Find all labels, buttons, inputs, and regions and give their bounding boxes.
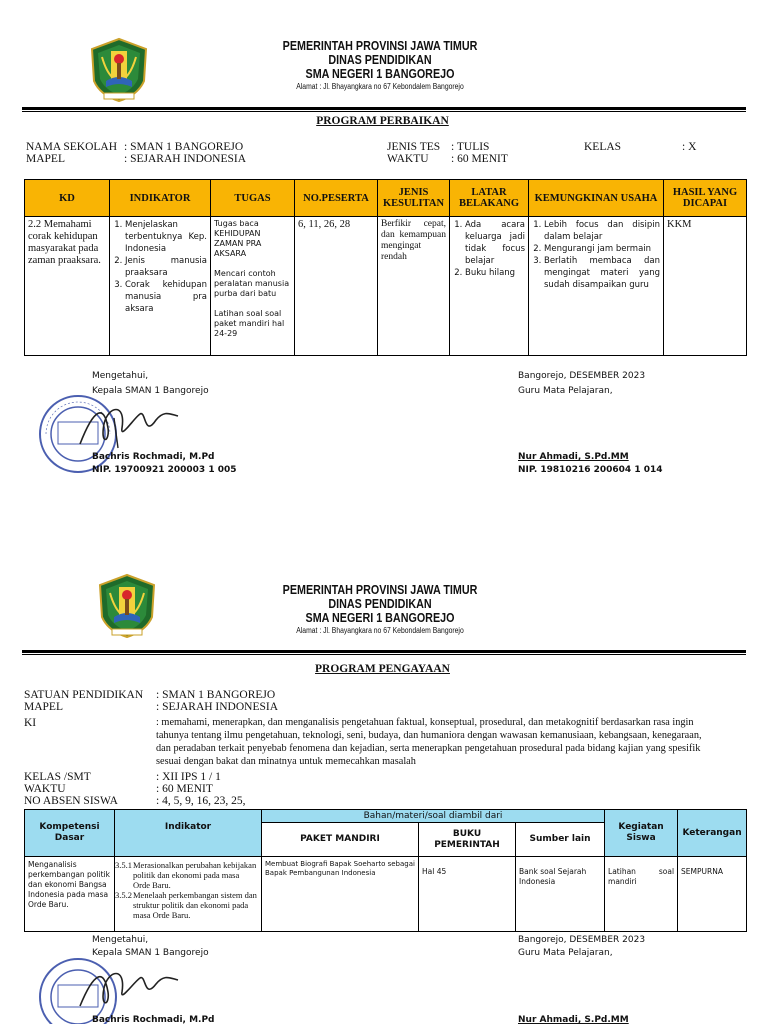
indikator-number: 3.5.2 <box>115 890 132 900</box>
list-item: 1. Menjelaskan terbentuknya Kep. Indonesia <box>125 219 207 255</box>
waktu-value: : 60 MENIT <box>156 783 213 795</box>
sign-right-2: Guru Mata Pelajaran, <box>518 386 613 396</box>
col-kemungkinan-usaha: KEMUNGKINAN USAHA <box>529 180 664 217</box>
sign-left-2: Kepala SMAN 1 Bangorejo <box>92 386 209 396</box>
cell-kegiatan: Latihan soal mandiri <box>605 857 678 932</box>
cell-paket-mandiri: Membuat Biografi Bapak Soeharto sebagai Bapak Pembangunan Indonesia <box>262 857 419 932</box>
col-paket-mandiri: PAKET MANDIRI <box>262 823 419 857</box>
cell-tugas <box>211 217 295 356</box>
ki-line-2: tahunya tentang ilmu pengetahuan, teknologi, seni, budaya, dan humaniora dengan wawasan kemanusiaan, kebangsaan, kenegaraan, <box>156 730 702 741</box>
col-indikator: Indikator <box>115 810 262 857</box>
ki-line-3: dan peradaban terkait penyebab fenomena dan kejadian, serta menerapkan pengetahuan prosedural pada bidang kajian yang spesifik <box>156 743 701 754</box>
kelas-value: : X <box>682 141 697 153</box>
jenis-tes-label: JENIS TES <box>387 141 441 153</box>
table-row <box>25 217 747 356</box>
table-row <box>25 857 747 932</box>
letterhead-address: Alamat : Jl. Bhayangkara no 67 Kebondalem Bangorejo <box>296 82 464 91</box>
indikator-item <box>115 860 258 890</box>
sign-right-name: Nur Ahmadi, S.Pd.MM <box>518 452 629 462</box>
table-header-row <box>25 180 747 217</box>
cell-hasil: KKM <box>664 217 747 356</box>
cell-indikator <box>110 217 211 356</box>
cell-keterangan: SEMPURNA <box>678 857 747 932</box>
list-item: 3. Berlatih membaca dan mengingat materi yang sudah disampaikan guru <box>544 255 660 291</box>
col-sumber-lain: Sumber lain <box>516 823 605 857</box>
col-kd: KD <box>25 180 110 217</box>
kelas-value: : XII IPS 1 / 1 <box>156 771 221 783</box>
letterhead-rule-thin <box>22 654 746 655</box>
sign-left-1: Mengetahui, <box>92 935 149 945</box>
pengayaan-table <box>24 809 747 932</box>
mapel-label: MAPEL <box>24 701 63 713</box>
jawa-timur-emblem <box>88 37 150 103</box>
cell-sumber-lain: Bank soal Sejarah Indonesia <box>516 857 605 932</box>
sign-left-name: Bachris Rochmadi, M.Pd <box>92 1015 215 1025</box>
list-item: 1. Lebih focus dan disipin dalam belajar <box>544 219 660 243</box>
cell-kemungkinan-usaha <box>529 217 664 356</box>
waktu-label: WAKTU <box>387 153 429 165</box>
sign-right-2: Guru Mata Pelajaran, <box>518 948 613 958</box>
mapel-label: MAPEL <box>26 153 65 165</box>
col-indikator: INDIKATOR <box>110 180 211 217</box>
sign-right-1: Bangorejo, DESEMBER 2023 <box>518 371 646 381</box>
sign-left-name: Bachris Rochmadi, M.Pd <box>92 452 215 462</box>
jawa-timur-emblem-2 <box>96 573 158 639</box>
sign-right-1: Bangorejo, DESEMBER 2023 <box>518 935 646 945</box>
table-header-row <box>25 810 747 823</box>
list-item: 1. Ada acara keluarga jadi tidak focus belajar <box>465 219 525 267</box>
nama-sekolah-label: NAMA SEKOLAH <box>26 141 118 153</box>
kelas-label: KELAS <box>584 141 622 153</box>
letterhead-line-1: PEMERINTAH PROVINSI JAWA TIMUR <box>282 583 478 597</box>
list-item: 3. Corak kehidupan manusia pra aksara <box>125 279 207 315</box>
signature-icon <box>74 962 184 1012</box>
list-item: 2. Mengurangi jam bermain <box>544 243 660 255</box>
letterhead-line-3: SMA NEGERI 1 BANGOREJO <box>305 67 455 81</box>
col-latar-belakang: LATAR BELAKANG <box>450 180 529 217</box>
sign-left-nip: NIP. 19700921 200003 1 005 <box>92 465 237 475</box>
col-hasil: HASIL YANG DICAPAI <box>664 180 747 217</box>
mapel-value: : SEJARAH INDONESIA <box>156 701 279 713</box>
tugas-1: Tugas baca KEHIDUPAN ZAMAN PRA AKSARA <box>214 219 262 258</box>
letterhead-line-1: PEMERINTAH PROVINSI JAWA TIMUR <box>282 39 478 53</box>
col-keterangan: Keterangan <box>678 810 747 857</box>
letterhead-line-2: DINAS PENDIDIKAN <box>328 597 432 611</box>
ki-line-1: : memahami, menerapkan, dan menganalisis pengetahuan faktual, konseptual, prosedural, dan metakognitif berdasarkan rasa ingin <box>156 717 694 728</box>
list-item: 2. Jenis manusia praaksara <box>125 255 207 279</box>
page-title-perbaikan: PROGRAM PERBAIKAN <box>316 115 449 127</box>
indikator-number: 3.5.1 <box>115 860 132 870</box>
page-title-pengayaan: PROGRAM PENGAYAAN <box>315 663 450 675</box>
col-no-peserta: NO.PESERTA <box>295 180 378 217</box>
sign-left-1: Mengetahui, <box>92 371 149 381</box>
signature-icon <box>74 398 184 454</box>
letterhead-rule <box>22 650 746 653</box>
indikator-item <box>115 890 258 920</box>
kelas-label: KELAS /SMT <box>24 771 91 783</box>
waktu-value: : 60 MENIT <box>451 153 508 165</box>
perbaikan-table <box>24 179 747 356</box>
col-jenis-kesulitan: JENIS KESULITAN <box>378 180 450 217</box>
col-bahan: Bahan/materi/soal diambil dari <box>262 810 605 823</box>
letterhead-line-3: SMA NEGERI 1 BANGOREJO <box>305 611 455 625</box>
ki-line-4: sesuai dengan bakat dan minatnya untuk memecahkan masalah <box>156 756 416 767</box>
cell-latar-belakang <box>450 217 529 356</box>
nama-sekolah-value: : SMAN 1 BANGOREJO <box>124 141 244 153</box>
letterhead-rule <box>22 107 746 110</box>
mapel-value: : SEJARAH INDONESIA <box>124 153 247 165</box>
tugas-3: Latihan soal soal paket mandiri hal 24-29 <box>214 309 285 338</box>
cell-kompetensi-dasar: Menganalisis perkembangan politik dan ekonomi Bangsa Indonesia pada masa Orde Baru. <box>25 857 115 932</box>
col-kompetensi-dasar: Kompetensi Dasar <box>25 810 115 857</box>
letterhead-rule-thin <box>22 111 746 112</box>
ki-label: KI <box>24 717 37 729</box>
sign-right-name: Nur Ahmadi, S.Pd.MM <box>518 1015 629 1025</box>
cell-jenis-kesulitan: Berfikir cepat, dan kemampuan mengingat rendah <box>378 217 450 356</box>
indikator-text: Merasionalkan perubahan kebijakan politik dan ekonomi pada masa Orde Baru. <box>133 860 257 890</box>
satuan-label: SATUAN PENDIDIKAN <box>24 689 144 701</box>
cell-no-peserta: 6, 11, 26, 28 <box>295 217 378 356</box>
col-tugas: TUGAS <box>211 180 295 217</box>
list-item: 2. Buku hilang <box>465 267 525 279</box>
absen-value: : 4, 5, 9, 16, 23, 25, <box>156 795 246 807</box>
sign-right-nip: NIP. 19810216 200604 1 014 <box>518 465 663 475</box>
absen-label: NO ABSEN SISWA <box>24 795 118 807</box>
jenis-tes-value: : TULIS <box>451 141 490 153</box>
sign-left-2: Kepala SMAN 1 Bangorejo <box>92 948 209 958</box>
waktu-label: WAKTU <box>24 783 66 795</box>
tugas-2: Mencari contoh peralatan manusia purba dari batu <box>214 269 290 298</box>
indikator-text: Menelaah perkembangan sistem dan struktur politik dan ekonomi pada masa Orde Baru. <box>133 890 257 920</box>
cell-buku-pemerintah: Hal 45 <box>419 857 516 932</box>
col-buku-pemerintah: BUKU PEMERINTAH <box>419 823 516 857</box>
letterhead-address: Alamat : Jl. Bhayangkara no 67 Kebondalem Bangorejo <box>296 626 464 635</box>
letterhead-line-2: DINAS PENDIDIKAN <box>328 53 432 67</box>
cell-kd: 2.2 Memahami corak kehidupan masyarakat pada zaman praaksara. <box>25 217 110 356</box>
cell-indikator <box>115 857 262 932</box>
col-kegiatan: Kegiatan Siswa <box>605 810 678 857</box>
satuan-value: : SMAN 1 BANGOREJO <box>156 689 276 701</box>
